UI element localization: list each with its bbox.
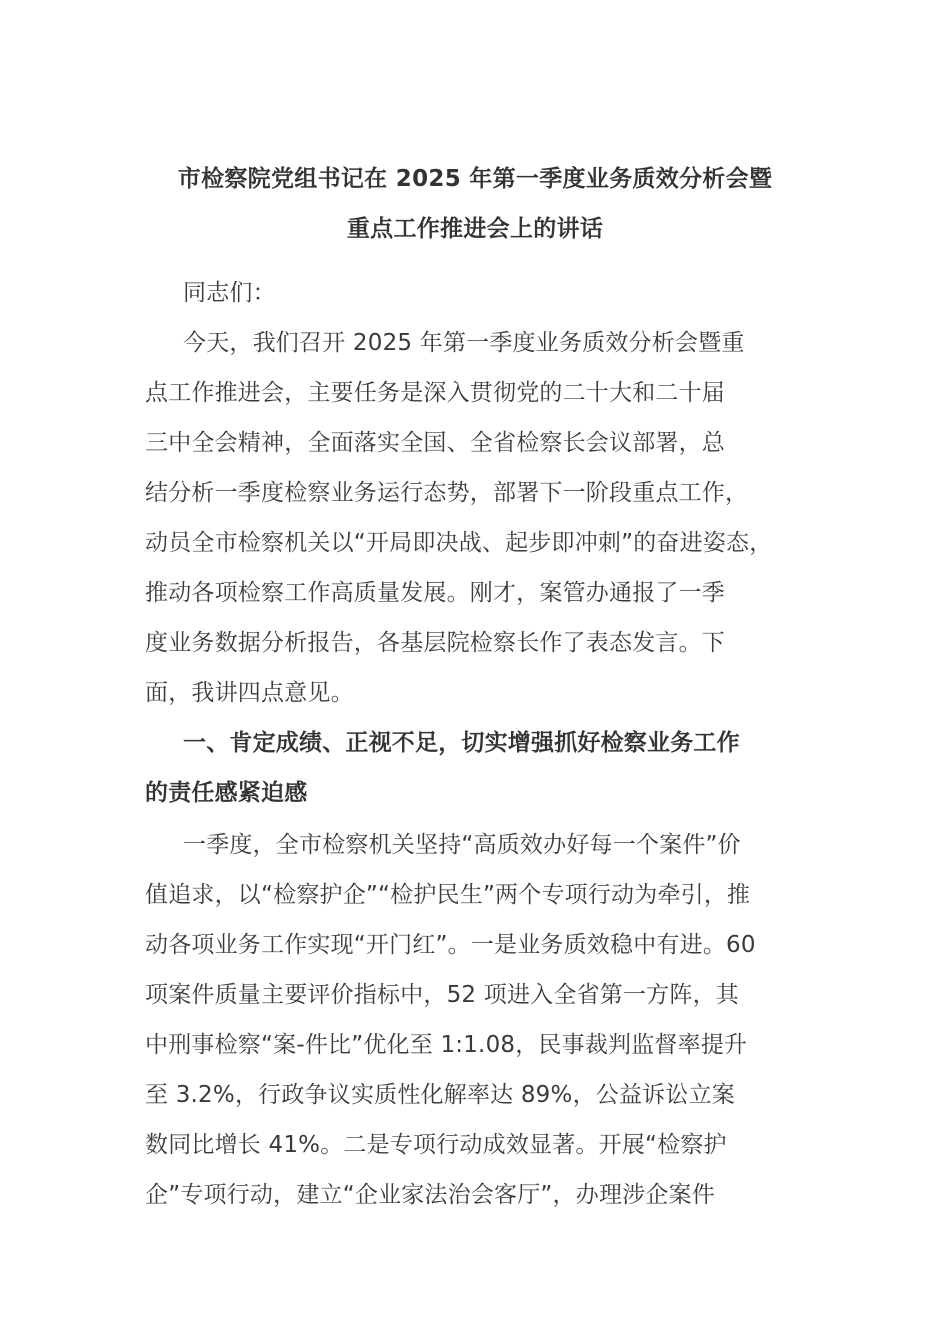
paragraph-1-line: 结分析一季度检察业务运行态势，部署下一阶段重点工作， bbox=[145, 480, 749, 506]
document-title-line-2: 重点工作推进会上的讲话 bbox=[346, 216, 604, 242]
paragraph-1-line: 度业务数据分析报告，各基层院检察长作了表态发言。下 bbox=[145, 630, 725, 656]
paragraph-1-line: 今天，我们召开 2025 年第一季度业务质效分析会暨重 bbox=[183, 330, 745, 356]
paragraph-2-line: 动各项业务工作实现“开门红”。一是业务质效稳中有进。60 bbox=[145, 932, 756, 958]
paragraph-2-line: 数同比增长 41%。二是专项行动成效显著。开展“检察护 bbox=[145, 1132, 727, 1158]
document-title-line-1: 市检察院党组书记在 2025 年第一季度业务质效分析会暨 bbox=[177, 166, 773, 192]
paragraph-1-line: 面，我讲四点意见。 bbox=[145, 680, 354, 706]
paragraph-1-line: 三中全会精神，全面落实全国、全省检察长会议部署，总 bbox=[145, 430, 725, 456]
paragraph-1-line: 点工作推进会，主要任务是深入贯彻党的二十大和二十届 bbox=[145, 380, 725, 406]
paragraph-2-line: 项案件质量主要评价指标中，52 项进入全省第一方阵，其 bbox=[145, 982, 739, 1008]
paragraph-2-line: 值追求，以“检察护企”“检护民生”两个专项行动为牵引，推 bbox=[145, 882, 751, 908]
section-heading-1-line: 一、肯定成绩、正视不足，切实增强抓好检察业务工作 bbox=[183, 730, 740, 756]
paragraph-2-line: 中刑事检察“案-件比”优化至 1:1.08，民事裁判监督率提升 bbox=[145, 1032, 748, 1058]
paragraph-1-line: 动员全市检察机关以“开局即决战、起步即冲刺”的奋进姿态， bbox=[145, 530, 773, 556]
paragraph-1-line: 推动各项检察工作高质量发展。刚才，案管办通报了一季 bbox=[145, 580, 725, 606]
paragraph-2-line: 至 3.2%，行政争议实质性化解率达 89%，公益诉讼立案 bbox=[145, 1082, 735, 1108]
paragraph-2-line: 企”专项行动，建立“企业家法治会客厅”，办理涉企案件 bbox=[145, 1182, 715, 1208]
greeting: 同志们： bbox=[183, 280, 276, 306]
section-heading-1-line: 的责任感紧迫感 bbox=[145, 780, 308, 806]
paragraph-2-line: 一季度，全市检察机关坚持“高质效办好每一个案件”价 bbox=[183, 832, 741, 858]
